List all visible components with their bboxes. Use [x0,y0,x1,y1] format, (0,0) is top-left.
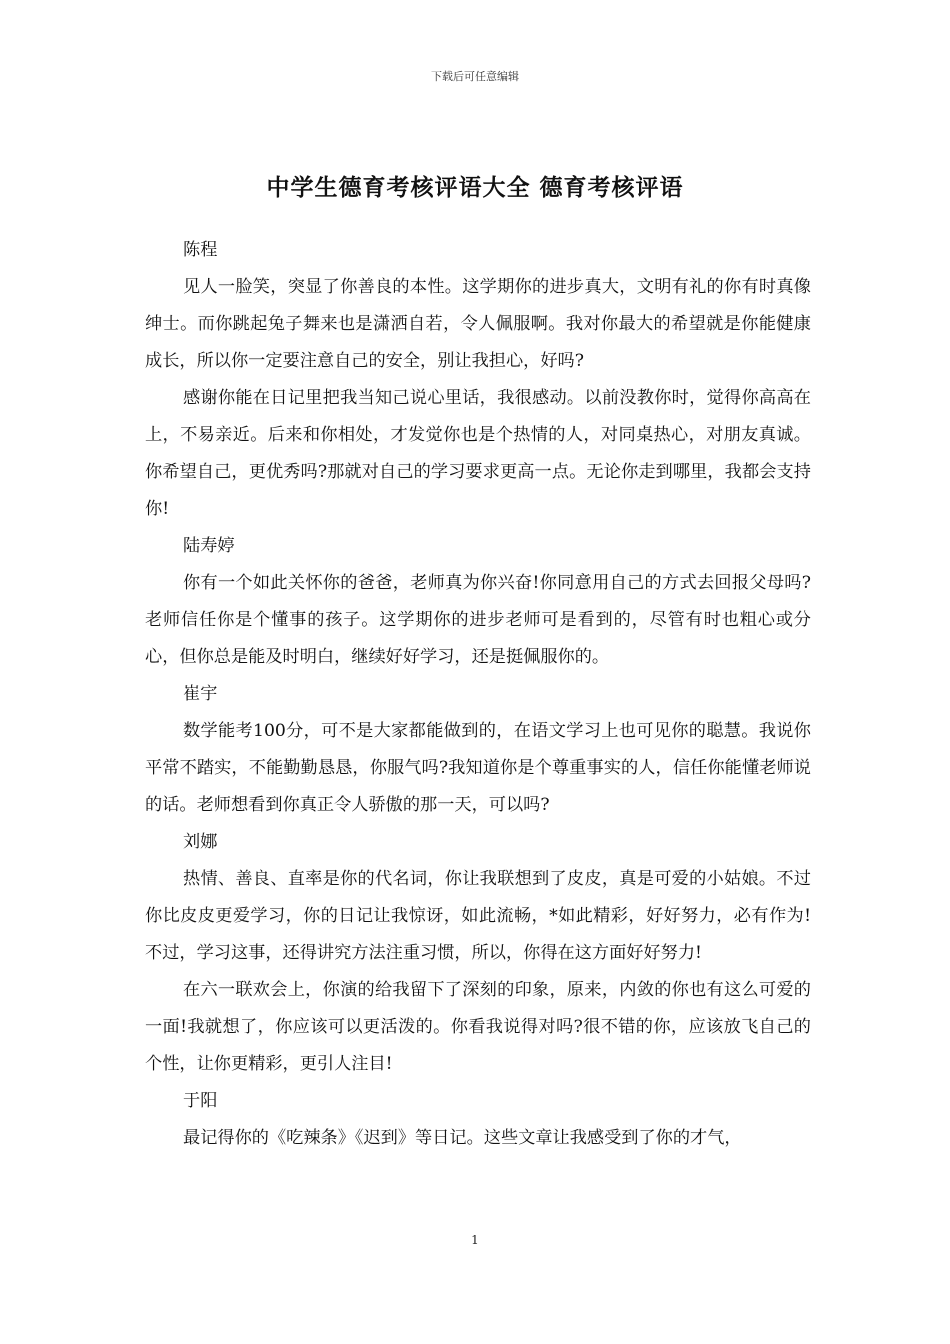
document-body [145,232,811,1157]
document-title: 中学生德育考核评语大全 德育考核评语 [266,175,684,202]
comment-paragraph: 感谢你能在日记里把我当知己说心里话，我很感动。以前没教你时，觉得你高高在上，不易亲近。后来和你相处，才发觉你也是个热情的人，对同桌热心，对朋友真诚。你希望自己，更优秀吗?那就对自己的学习要求更高一点。无论你走到哪里，我都会支持你! [145,388,811,519]
student-name: 刘娜 [183,832,218,852]
header-note: 下载后可任意编辑 [431,70,519,83]
page-number: 1 [471,1233,479,1247]
student-name: 陈程 [183,240,218,260]
comment-paragraph: 最记得你的《吃辣条》《迟到》等日记。这些文章让我感受到了你的才气， [183,1128,742,1148]
student-name: 于阳 [183,1091,218,1111]
comment-paragraph: 数学能考100分，可不是大家都能做到的，在语文学习上也可见你的聪慧。我说你平常不踏实，不能勤勤恳恳，你服气吗?我知道你是个尊重事实的人，信任你能懂老师说的话。老师想看到你真正令人骄傲的那一天，可以吗? [145,721,811,815]
comment-paragraph: 热情、善良、直率是你的代名词，你让我联想到了皮皮，真是可爱的小姑娘。不过你比皮皮更爱学习，你的日记让我惊讶，如此流畅，*如此精彩，好好努力，必有作为!不过，学习这事，还得讲究方法注重习惯，所以，你得在这方面好好努力! [145,869,811,963]
comment-paragraph: 在六一联欢会上，你演的给我留下了深刻的印象，原来，内敛的你也有这么可爱的一面!我就想了，你应该可以更活泼的。你看我说得对吗?很不错的你，应该放飞自己的个性，让你更精彩，更引人注目! [145,980,811,1074]
student-name: 崔宇 [183,684,218,704]
comment-paragraph: 见人一脸笑，突显了你善良的本性。这学期你的进步真大，文明有礼的你有时真像绅士。而你跳起兔子舞来也是潇洒自若，令人佩服啊。我对你最大的希望就是你能健康成长，所以你一定要注意自己的安全，别让我担心，好吗? [145,277,811,371]
student-name: 陆寿婷 [183,536,235,556]
comment-paragraph: 你有一个如此关怀你的爸爸，老师真为你兴奋!你同意用自己的方式去回报父母吗?老师信任你是个懂事的孩子。这学期你的进步老师可是看到的，尽管有时也粗心或分心，但你总是能及时明白，继续好好学习，还是挺佩服你的。 [145,573,811,667]
